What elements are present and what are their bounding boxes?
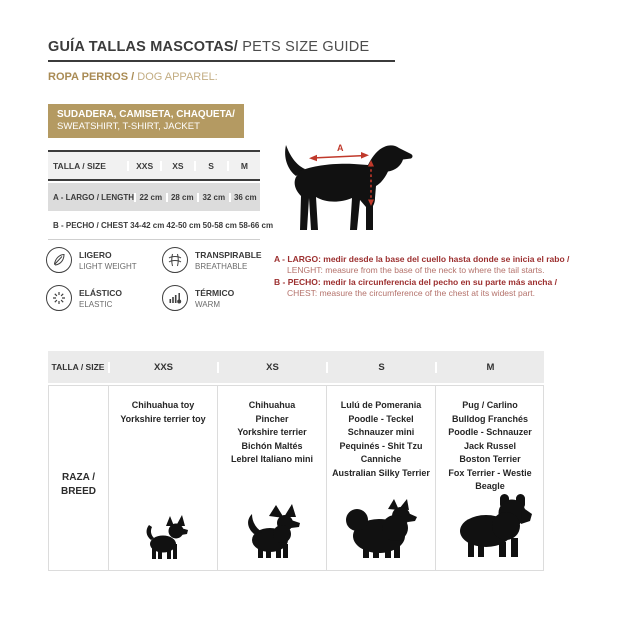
breed-header-s: S: [326, 362, 435, 373]
feature-es: TRANSPIRABLE: [195, 249, 262, 260]
length-m: 36 cm: [229, 193, 261, 202]
dog-silhouette-measured: [280, 140, 436, 238]
size-table: [48, 150, 274, 240]
breed-list-xxs: [109, 399, 217, 426]
feature-elastic: [46, 285, 162, 311]
chest-row-label: B - PECHO / CHEST: [53, 220, 129, 230]
breed-item: Fox Terrier - Westie: [448, 467, 532, 478]
breed-item: Poodle - Schnauzer: [448, 427, 532, 437]
measurement-dog-diagram: [280, 140, 436, 238]
breed-table: [48, 351, 544, 571]
breed-column-m: [435, 386, 544, 570]
breed-item: Bichón Maltés: [241, 440, 303, 451]
breed-header-xs: XS: [217, 362, 326, 373]
breed-item: Chihuahua: [248, 400, 296, 410]
breed-item: Yorkshire terrier: [237, 427, 307, 437]
feature-breathable: [162, 247, 278, 273]
breed-item: Jack Russel: [463, 440, 517, 451]
length-xs: 28 cm: [166, 193, 198, 202]
size-table-header-xxs: XXS: [127, 161, 160, 171]
feather-icon: [46, 247, 72, 273]
size-table-length-row: [48, 181, 260, 211]
breed-column-xs: [217, 386, 326, 570]
note-chest-en: CHEST: measure the circumference of the chest at its widest part.: [287, 288, 536, 298]
page-subtitle: [48, 71, 395, 83]
chest-xs: 42-50 cm: [166, 220, 201, 230]
thermometer-icon: [162, 285, 188, 311]
note-chest-es: B - PECHO: medir la circunferencia del pecho en su parte más ancha /: [274, 277, 557, 287]
breed-item: Lulú de Pomerania: [340, 400, 422, 410]
breed-list-m: [436, 399, 544, 494]
feature-warm: [162, 285, 278, 311]
breed-item: Schnauzer mini: [347, 427, 415, 437]
length-xxs: 22 cm: [134, 193, 166, 202]
note-length: [274, 254, 604, 276]
stretch-icon: [46, 285, 72, 311]
feature-lightweight: [46, 247, 162, 273]
size-table-header-label: TALLA / SIZE: [53, 160, 106, 171]
measuring-instructions: [274, 254, 604, 300]
page-subtitle-es: ROPA PERROS /: [48, 71, 138, 83]
breed-item: Yorkshire terrier toy: [120, 413, 206, 424]
breed-item: Australian Silky Terrier: [332, 467, 430, 478]
breed-item: Beagle: [475, 481, 505, 491]
french-bulldog-silhouette: [436, 493, 544, 564]
size-table-header-s: S: [194, 161, 227, 171]
feature-en: ELASTIC: [79, 300, 113, 309]
page-title-es: GUÍA TALLAS MASCOTAS/: [48, 39, 239, 55]
breed-item: Pincher: [255, 413, 289, 424]
size-table-header-row: [48, 152, 260, 181]
breed-item: Pequinés - Shit Tzu: [339, 440, 423, 451]
page-subtitle-en: DOG APPAREL:: [137, 71, 218, 83]
pomeranian-silhouette: [327, 497, 435, 564]
breed-item: Boston Terrier: [459, 454, 521, 464]
breed-item: Poodle - Teckel: [348, 413, 414, 424]
length-s: 32 cm: [197, 193, 229, 202]
size-table-header-m: M: [227, 161, 260, 171]
breed-header-xxs: XXS: [108, 362, 217, 373]
breed-item: Pug / Carlino: [462, 400, 518, 410]
breed-list-s: [327, 399, 435, 480]
breed-row-label: RAZA / BREED: [60, 471, 96, 497]
breed-column-xxs: [108, 386, 217, 570]
arrow-label-a: A: [337, 143, 344, 153]
breed-header-m: M: [435, 362, 544, 373]
breed-item: Bulldog Franchés: [451, 413, 528, 424]
size-table-header-xs: XS: [160, 161, 193, 171]
category-line-en: SWEATSHIRT, T-SHIRT, JACKET: [57, 120, 200, 132]
breed-item: Lebrel Italiano mini: [230, 454, 313, 464]
page-title: [48, 39, 395, 62]
category-line-es: SUDADERA, CAMISETA, CHAQUETA/: [57, 109, 235, 120]
length-row-label: A - LARGO / LENGTH: [53, 192, 135, 202]
category-banner: [48, 104, 244, 138]
mesh-icon: [162, 247, 188, 273]
breed-header-label: TALLA / SIZE: [51, 362, 105, 372]
chest-s: 50-58 cm: [202, 220, 237, 230]
breed-list-xs: [218, 399, 326, 467]
note-chest: [274, 277, 604, 299]
breed-row-label-cell: [49, 386, 108, 570]
feature-list: [46, 247, 278, 311]
breed-column-s: [326, 386, 435, 570]
feature-en: LIGHT WEIGHT: [79, 262, 137, 271]
papillon-silhouette: [218, 503, 326, 564]
chest-m: 58-66 cm: [238, 220, 274, 230]
size-table-chest-row: [48, 211, 274, 240]
breed-item: Chihuahua toy: [131, 400, 195, 410]
feature-es: TÉRMICO: [195, 287, 235, 298]
feature-es: LIGERO: [79, 249, 112, 260]
chihuahua-silhouette: [109, 513, 217, 564]
note-length-en: LENGHT: measure from the base of the neck to where the tail starts.: [287, 265, 545, 275]
page-title-en: PETS SIZE GUIDE: [238, 39, 370, 55]
chest-xxs: 34-42 cm: [130, 220, 165, 230]
feature-en: BREATHABLE: [195, 262, 248, 271]
header: [48, 38, 395, 83]
breed-table-body: [48, 385, 544, 571]
breed-table-header-row: [48, 351, 544, 383]
breed-item: Canniche: [360, 454, 402, 464]
feature-en: WARM: [195, 300, 221, 309]
note-length-es: A - LARGO: medir desde la base del cuello hasta donde se inicia el rabo /: [274, 254, 570, 264]
feature-es: ELÁSTICO: [79, 287, 122, 298]
